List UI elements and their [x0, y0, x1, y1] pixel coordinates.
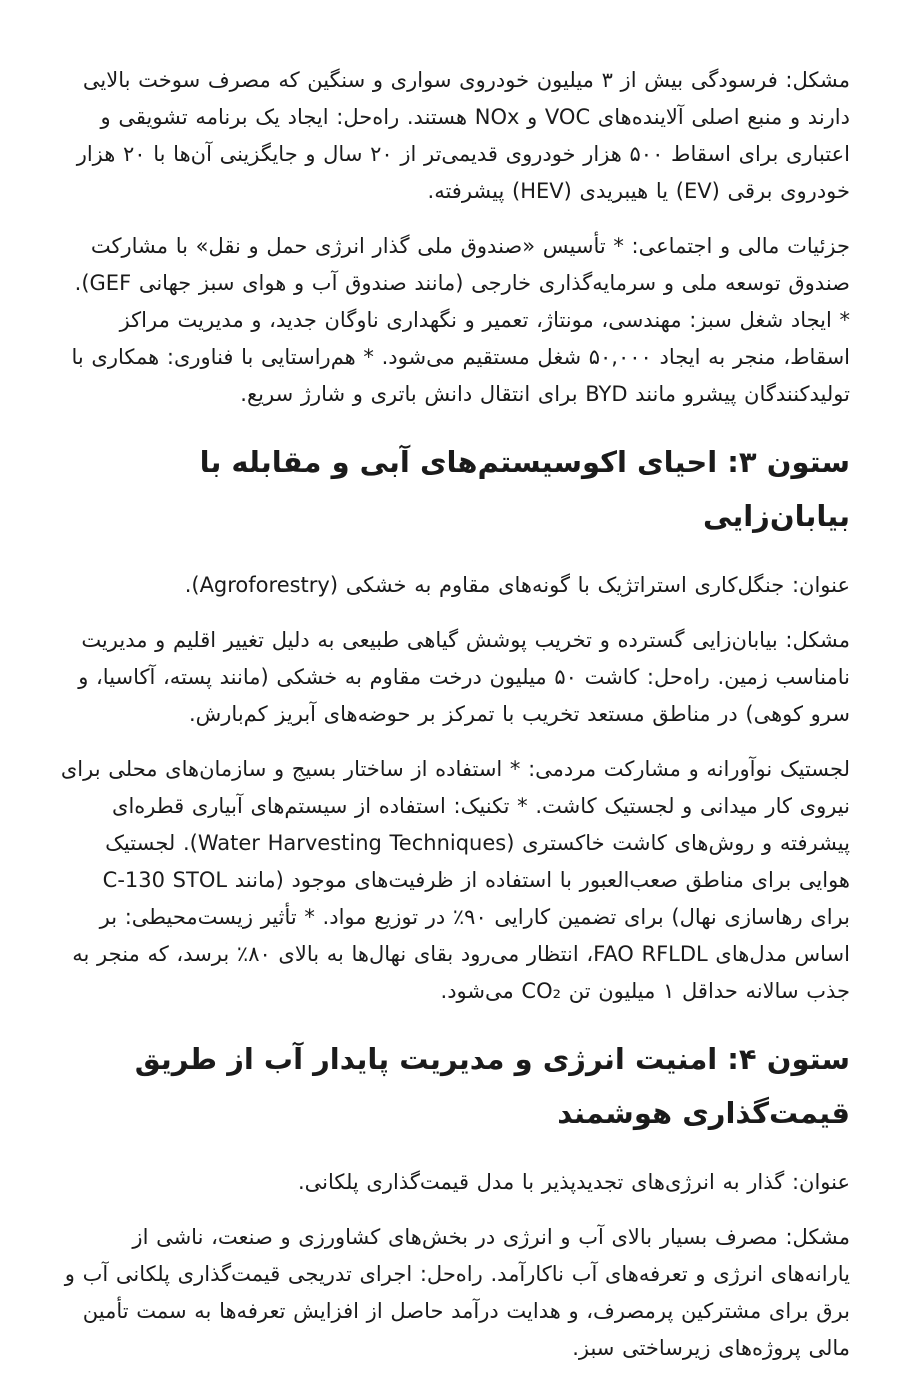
para-pillar3-title: عنوان: جنگل‌کاری استراتژیک با گونه‌های مقاوم به خشکی (Agroforestry).	[184, 573, 850, 597]
para-pillar4-problem-solution: مشکل: مصرف بسیار بالای آب و انرژی در بخش‌های کشاورزی و صنعت، ناشی از یارانه‌های انرژی و تعرفه‌های آب ناکارآمد. راه‌حل: اجرای تدریجی قیمت‌گذاری پلکانی آب و برق برای مشترکین پرمصرف، و هدایت درآمد حاصل از افزایش تعرفه‌ها به سمت تأمین مالی پروژه‌های زیرساختی سبز.	[64, 1225, 850, 1360]
para-vehicle-scrappage: مشکل: فرسودگی بیش از ۳ میلیون خودروی سواری و سنگین که مصرف سوخت بالایی دارند و منبع اصلی آلاینده‌های VOC و NOx هستند. راه‌حل: ایجاد یک برنامه تشویقی و اعتباری برای اسقاط ۵۰۰ هزار خودروی قدیمی‌تر از ۲۰ سال و جایگزینی آن‌ها با ۲۰ هزار خودروی برقی (EV) یا هیبریدی (HEV) پیشرفته.	[76, 68, 850, 203]
heading-pillar-4: ستون ۴: امنیت انرژی و مدیریت پایدار آب از طریق قیمت‌گذاری هوشمند	[134, 1042, 850, 1130]
para-pillar3-logistics-impact: لجستیک نوآورانه و مشارکت مردمی: * استفاده از ساختار بسیج و سازمان‌های محلی برای نیروی کار میدانی و لجستیک کاشت. * تکنیک: استفاده از سیستم‌های آبیاری قطره‌ای پیشرفته و روش‌های کاشت خاکستری (Water Harvesting Techniques). لجستیک هوایی برای مناطق صعب‌العبور با استفاده از ظرفیت‌های موجود (مانند C-130 STOL برای رهاسازی نهال) برای تضمین کارایی ۹۰٪ در توزیع مواد. * تأثیر زیست‌محیطی: بر اساس مدل‌های FAO RFLDL، انتظار می‌رود بقای نهال‌ها به بالای ۸۰٪ برسد، که منجر به جذب سالانه حداقل ۱ میلیون تن CO₂ می‌شود.	[60, 757, 850, 1003]
para-pillar4-title: عنوان: گذار به انرژی‌های تجدیدپذیر با مدل قیمت‌گذاری پلکانی.	[297, 1170, 850, 1194]
para-pillar3-problem-solution: مشکل: بیابان‌زایی گسترده و تخریب پوشش گیاهی طبیعی به دلیل تغییر اقلیم و مدیریت نامناسب زمین. راه‌حل: کاشت ۵۰ میلیون درخت مقاوم به خشکی (مانند پسته، آکاسیا، و سرو کوهی) در مناطق مستعد تخریب با تمرکز بر حوضه‌های آبریز کم‌بارش.	[78, 628, 850, 726]
heading-pillar-3: ستون ۳: احیای اکوسیستم‌های آبی و مقابله با بیابان‌زایی	[199, 445, 850, 533]
para-finance-social-details: جزئیات مالی و اجتماعی: * تأسیس «صندوق ملی گذار انرژی حمل و نقل» با مشارکت صندوق توسعه ملی و سرمایه‌گذاری خارجی (مانند صندوق آب و هوای سبز جهانی GEF). * ایجاد شغل سبز: مهندسی، مونتاژ، تعمیر و نگهداری ناوگان جدید، و مدیریت مراکز اسقاط، منجر به ایجاد ۵۰,۰۰۰ شغل مستقیم می‌شود. * هم‌راستایی با فناوری: همکاری با تولیدکنندگان پیشرو مانند BYD برای انتقال دانش باتری و شارژ سریع.	[71, 234, 850, 406]
